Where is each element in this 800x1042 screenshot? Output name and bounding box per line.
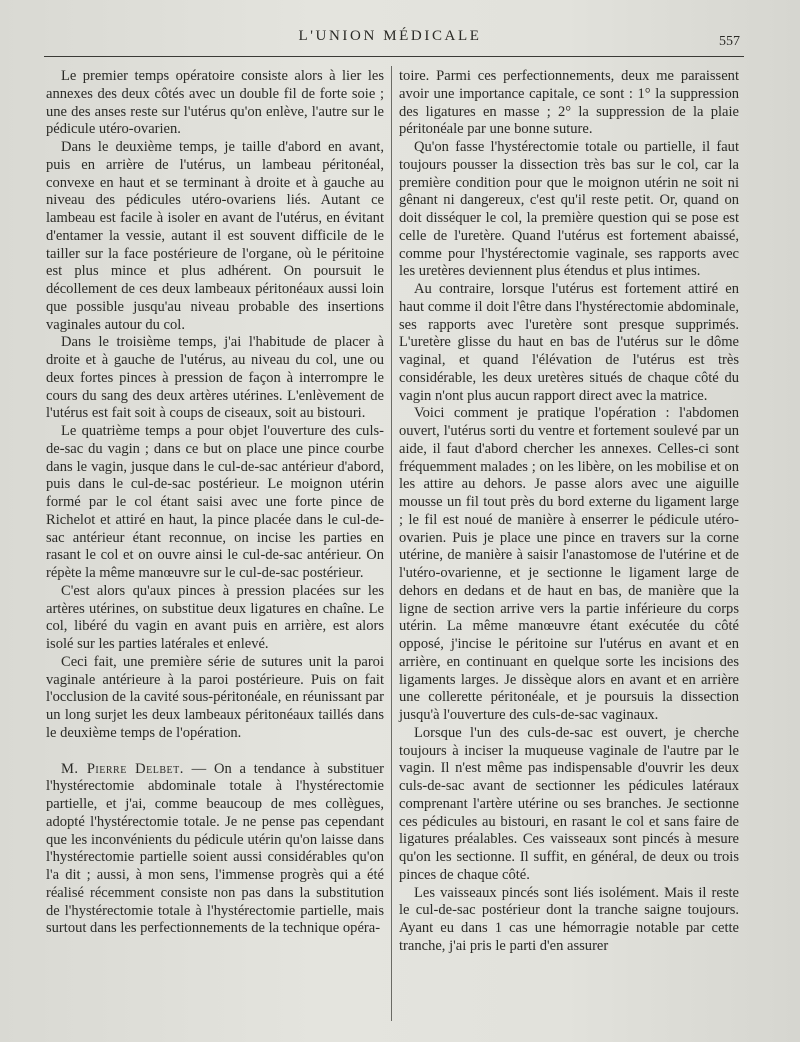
running-head: [40, 22, 740, 56]
header-rule: [44, 56, 744, 57]
paragraph: Voici comment je pratique l'opération : l'abdomen ouvert, l'utérus sorti du ventre et fortement soulevé par un aide, il faut d'abord chercher les annexes. Celles-ci sont fréquemment malades ; on les libère, on les mobilise et on les attire au dehors. Je passe alors avec une aiguille mousse un fil tout près du bord externe du ligament large ; le fil est noué de manière à enserrer le pédicule utéro-ovarien. Puis je place une pince en travers sur la corne utérine, de manière à saisir l'anastomose de l'utérine et de l'utéro-ovarienne, et je sectionne le ligament large de dehors en dedans et de haut en bas, de manière que la ligne de section arrive vers la partie inférieure du corps utérin. La même manœuvre étant exécutée du côté opposé, j'incise le péritoine sur l'utérus en avant et en arrière, en continuant en quelque sorte les incisions des ligaments larges. Je dissèque alors en avant et en arrière une collerette péritonéale, et je poursuis la dissection jusqu'à l'ouverture des culs-de-sac vaginaux.: [399, 405, 739, 723]
paragraph: Les vaisseaux pincés sont liés isolément. Mais il reste le cul-de-sac postérieur dont la tranche saigne toujours. Ayant eu dans 1 cas une hémorragie notable par cette tranche, j'ai pris le parti d'en assurer: [399, 884, 739, 954]
left-column: [46, 68, 384, 938]
speaker-text: — On a tendance à substituer l'hystérectomie abdominale totale à l'hystérectomie partielle, et j'ai, comme beaucoup de mes collègues, adopté l'hystérectomie totale. Je ne pense pas cependant que les inconvénients du pédicule utérin qu'on laisse dans l'hystérectomie partielle soient aussi considérables qu'on l'a dit ; aussi, à mon sens, l'immense progrès qui a été réalisé récemment consiste non pas dans la substitution de l'hystérectomie totale à l'hystérectomie partielle, mais surtout dans les perfectionnements de la technique opéra-: [46, 760, 384, 937]
speaker-paragraph: [46, 761, 384, 939]
paragraph: Au contraire, lorsque l'utérus est fortement attiré en haut comme il doit l'être dans l'hystérectomie abdominale, ses rapports avec l'uretère sont presque supprimés. L'uretère glisse du haut en bas de l'utérus sur le dôme vaginal, et quand l'élévation de l'utérus est très considérable, les deux uretères situés de chaque côté du vagin n'ont plus aucun rapport direct avec la matrice.: [399, 281, 739, 404]
column-divider: [391, 66, 392, 1021]
page-number: 557: [719, 34, 740, 49]
paragraph: Ceci fait, une première série de sutures unit la paroi vaginale antérieure à la paroi postérieure. Puis on fait l'occlusion de la cavité sous-péritonéale, en réunissant par un long surjet les deux lambeaux péritonéaux taillés dans le deuxième temps de l'opération.: [46, 653, 384, 741]
journal-title: L'UNION MÉDICALE: [298, 28, 482, 44]
paragraph: Dans le deuxième temps, je taille d'abord en avant, puis en arrière de l'utérus, un lambeau péritonéal, convexe en haut et se terminant à droite et à gauche au niveau des pédicules utéro-ovariens liés. Autant ce lambeau est facile à isoler en avant de l'utérus, en évitant d'entamer la vessie, autant il est souvent difficile de le tailler sur la face postérieure de l'organe, où le péritoine est plus mince et plus adhérent. On poursuit le décollement de ces deux lambeaux péritonéaux aussi loin que possible jusqu'au niveau probable des insertions vaginales autour du col.: [46, 139, 384, 333]
paragraph: Lorsque l'un des culs-de-sac est ouvert, je cherche toujours à inciser la muqueuse vaginale de l'autre par le vagin. Il n'est même pas indispensable d'ouvrir les deux culs-de-sac avant de sectionner les pédicules latéraux comprenant l'artère utérine ou ses branches. Je sectionne ces pédicules au bistouri, en rasant le col et sans faire de ligatures préalables. Ces vaisseaux sont pincés à mesure qu'on les sectionne. Il suffit, en général, de deux ou trois pinces de chaque côté.: [399, 724, 739, 883]
paragraph: Qu'on fasse l'hystérectomie totale ou partielle, il faut toujours pousser la dissection très bas sur le col, car la première condition pour que le moignon utérin ne soit ni gênant ni dangereux, c'est qu'il reste petit. Or, quand on doit disséquer le col, la première question qui se pose est celle de l'uretère. Quand l'utérus est fortement abaissé, comme pour l'hystérectomie vaginale, ses rapports avec les uretères deviennent plus étendus et plus intimes.: [399, 139, 739, 280]
paragraph: Le premier temps opératoire consiste alors à lier les annexes des deux côtés avec un double fil de forte soie ; une des anses reste sur l'utérus qu'on enlève, l'autre sur le pédicule utéro-ovarien.: [46, 68, 384, 138]
paragraph: C'est alors qu'aux pinces à pression placées sur les artères utérines, on substitue deux ligatures en chaîne. Le col, libéré du vagin en avant puis en arrière, est alors isolé sur les parties latérales et enlevé.: [46, 582, 384, 652]
right-column: [399, 68, 739, 956]
paragraph: Le quatrième temps a pour objet l'ouverture des culs-de-sac du vagin ; dans ce but on place une pince courbe dans le vagin, jusque dans le cul-de-sac antérieur d'abord, puis dans le cul-de-sac postérieur. Le moignon utérin formé par le col étant saisi avec une forte pince de Richelot et attiré en haut, la pince placée dans le cul-de-sac antérieur étant reconnue, on incise les parties en rasant le col et on ouvre ainsi le cul-de-sac antérieur. On répète la même manœuvre sur le cul-de-sac postérieur.: [46, 423, 384, 581]
speaker-name: M. Pierre Delbet.: [61, 760, 184, 777]
paragraph: Dans le troisième temps, j'ai l'habitude de placer à droite et à gauche de l'utérus, au niveau du col, une ou deux fortes pinces à pression de façon à interrompre le cours du sang des deux artères utérines. L'enlèvement de l'utérus est fait soit à coups de ciseaux, soit au bistouri.: [46, 334, 384, 422]
paragraph: toire. Parmi ces perfectionnements, deux me paraissent avoir une importance capitale, ce sont : 1° la suppression des ligatures en masse ; 2° la suppression de la plaie péritonéale par une bonne suture.: [399, 68, 739, 138]
